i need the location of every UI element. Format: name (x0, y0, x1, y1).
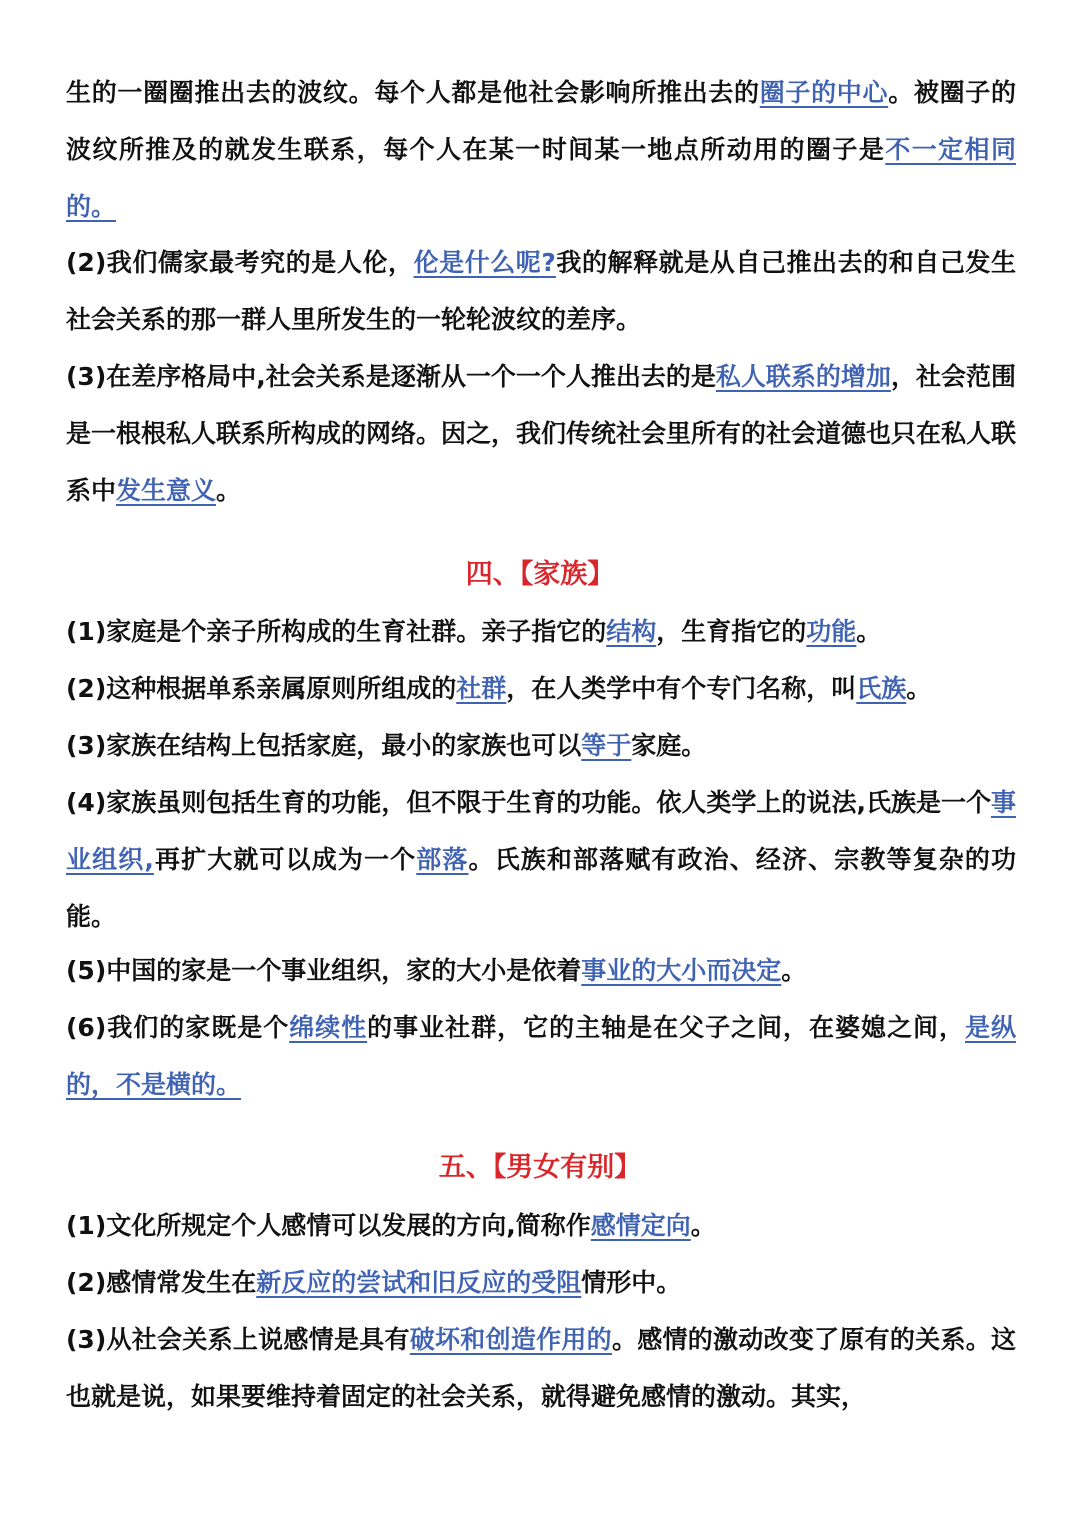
highlight-what-is-lun: 伦是什么呢? (413, 248, 556, 277)
highlight-continuity: 绵续性 (289, 1013, 368, 1042)
highlight-vertical-not-horizontal: 是纵的，不是横的。 (66, 1013, 1016, 1099)
paragraph-family-item-1: (1)家庭是个亲子所构成的生育社群。亲子指它的结构，生育指它的功能。 (66, 617, 882, 646)
highlight-size-of-enterprise: 事业的大小而决定 (581, 956, 782, 985)
highlight-function: 功能 (806, 617, 857, 646)
paragraph-item-2-ethics: (2)我们儒家最考究的是人伦，伦是什么呢?我的解释就是从自己推出去的和自己发生社会关系的那一群人里所发生的一轮轮波纹的差序。 (66, 248, 1016, 334)
highlight-circle-center: 圈子的中心 (759, 78, 889, 107)
highlight-gain-meaning: 发生意义 (116, 476, 217, 505)
paragraph-family-item-2: (2)这种根据单系亲属原则所组成的社群，在人类学中有个专门名称，叫氏族。 (66, 674, 932, 703)
highlight-not-necessarily-same: 不一定相同的。 (66, 135, 1016, 221)
section-heading-family-clan: 四、【家族】 (465, 559, 615, 590)
highlight-community: 社群 (456, 674, 507, 703)
paragraph-gender-item-3: (3)从社会关系上说感情是具有破坏和创造作用的。感情的激动改变了原有的关系。这也就是说，如果要维持着固定的社会关系，就得避免感情的激动。其实， (66, 1325, 1016, 1411)
highlight-tribe: 部落 (416, 845, 469, 874)
paragraph-family-item-3: (3)家族在结构上包括家庭，最小的家族也可以等于家庭。 (66, 731, 707, 760)
paragraph-ripple-circles: 生的一圈圈推出去的波纹。每个人都是他社会影响所推出去的圈子的中心。被圈子的波纹所推及的就发生联系，每个人在某一时间某一地点所动用的圈子是不一定相同的。 (66, 78, 1016, 221)
highlight-clan: 氏族 (856, 674, 907, 703)
highlight-destructive-creative: 破坏和创造作用的 (409, 1325, 612, 1354)
paragraph-gender-item-1: (1)文化所规定个人感情可以发展的方向,简称作感情定向。 (66, 1211, 716, 1240)
paragraph-family-item-6: (6)我们的家既是个绵续性的事业社群，它的主轴是在父子之间，在婆媳之间，是纵的，不是横的。 (66, 1013, 1016, 1099)
highlight-enterprise-organization: 事业组织, (66, 788, 1016, 874)
paragraph-family-item-5: (5)中国的家是一个事业组织，家的大小是依着事业的大小而决定。 (66, 956, 807, 985)
paragraph-item-3-differential-pattern: (3)在差序格局中,社会关系是逐渐从一个一个人推出去的是私人联系的增加，社会范围是一根根私人联系所构成的网络。因之，我们传统社会里所有的社会道德也只在私人联系中发生意义。 (66, 362, 1017, 505)
highlight-emotional-orientation: 感情定向 (590, 1211, 691, 1240)
section-heading-gender-distinction: 五、【男女有别】 (438, 1152, 642, 1183)
highlight-private-ties-increase: 私人联系的增加 (715, 362, 891, 391)
paragraph-family-item-4: (4)家族虽则包括生育的功能，但不限于生育的功能。依人类学上的说法,氏族是一个事业组织,再扩大就可以成为一个部落。氏族和部落赋有政治、经济、宗教等复杂的功能。 (66, 788, 1016, 931)
highlight-structure: 结构 (606, 617, 657, 646)
highlight-equal-to: 等于 (581, 731, 632, 760)
paragraph-gender-item-2: (2)感情常发生在新反应的尝试和旧反应的受阻情形中。 (66, 1268, 682, 1297)
highlight-new-and-old-reactions: 新反应的尝试和旧反应的受阻 (256, 1268, 582, 1297)
